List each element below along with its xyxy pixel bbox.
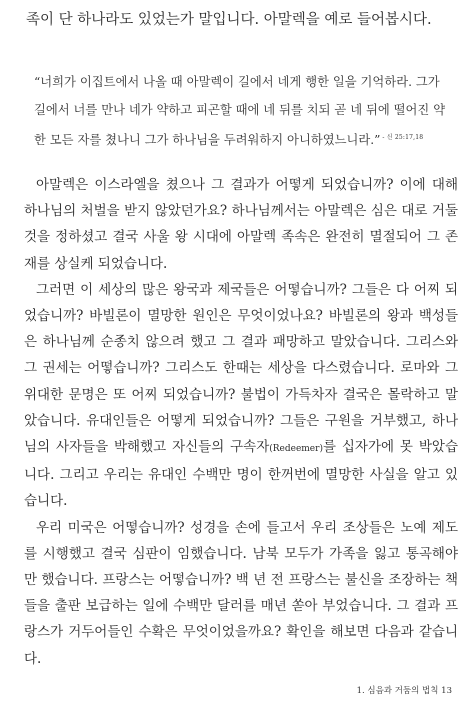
paragraph-2-part-b: 를 십자가에 못 박았습니다. 그리고 우리는 유대인 수백만 명이 한꺼번에 멸망한 사실을 알고 있습니다. [24,439,458,510]
page-footer: 1. 심음과 거둠의 법칙 13 [356,686,452,696]
quote-reference: - 신 25:17,18 [382,134,424,141]
intro-line: 족이 단 하나라도 있었는가 말입니다. 아말렉을 예로 들어봅시다. [26,12,432,28]
redeemer-gloss: (Redeemer) [269,444,323,455]
paragraph-2-part-a: 그러면 이 세상의 많은 왕국과 제국들은 어떻습니까? 그들은 다 어찌 되었습니까? 바빌론이 멸망한 원인은 무엇이었나요? 바빌론의 왕과 백성들은 하나님께 순종치 않으려 했고 그 결과 패망하고 말았습니다. 그리스와 그 권세는 어떻습니까? 그리스도 한때는 세상을 다스렸습니다. 로마와 그 위대한 문명은 또 어찌 되었습니까? 불법이 가득차자 결국은 몰락하고 말았습니다. 유대인들은 어떻게 되었습니까? 그들은 구원을 거부했고, 하나님의 사자들을 박해했고 자신들의 구속자 [24,281,458,456]
paragraph-3: 우리 미국은 어떻습니까? 성경을 손에 들고서 우리 조상들은 노예 제도를 시행했고 결국 심판이 임했습니다. 남북 모두가 가족을 잃고 통곡해야만 했습니다. 프랑스는 어떻습니까? 백 년 전 프랑스는 불신을 조장하는 책들을 출판 보급하는 일에 수백만 달러를 매년 쏟아 부었습니다. 그 결과 프랑스가 거두어들인 수확은 무엇이었을까요? 확인을 해보면 다음과 같습니다. [24,519,458,667]
paragraph-2 [24,277,458,515]
scripture-quote [34,68,450,154]
quote-text: “너희가 이집트에서 나올 때 아말렉이 길에서 네게 행한 일을 기억하라. 그가 길에서 너를 만나 네가 약하고 피곤할 때에 네 뒤를 치되 곧 네 뒤에 떨어진 약한 모든 자를 쳤나니 그가 하나님을 두려워하지 아니하였느니라.” [34,75,446,147]
paragraph-1: 아말렉은 이스라엘을 쳤으나 그 결과가 어떻게 되었습니까? 이에 대해 하나님의 처벌을 받지 않았던가요? 하나님께서는 아말렉은 심은 대로 거둘 것을 정하셨고 결국 사울 왕 시대에 아말렉 족속은 완전히 멸절되어 그 존재를 상실케 되었습니다. [24,177,458,272]
body-text [24,172,458,672]
